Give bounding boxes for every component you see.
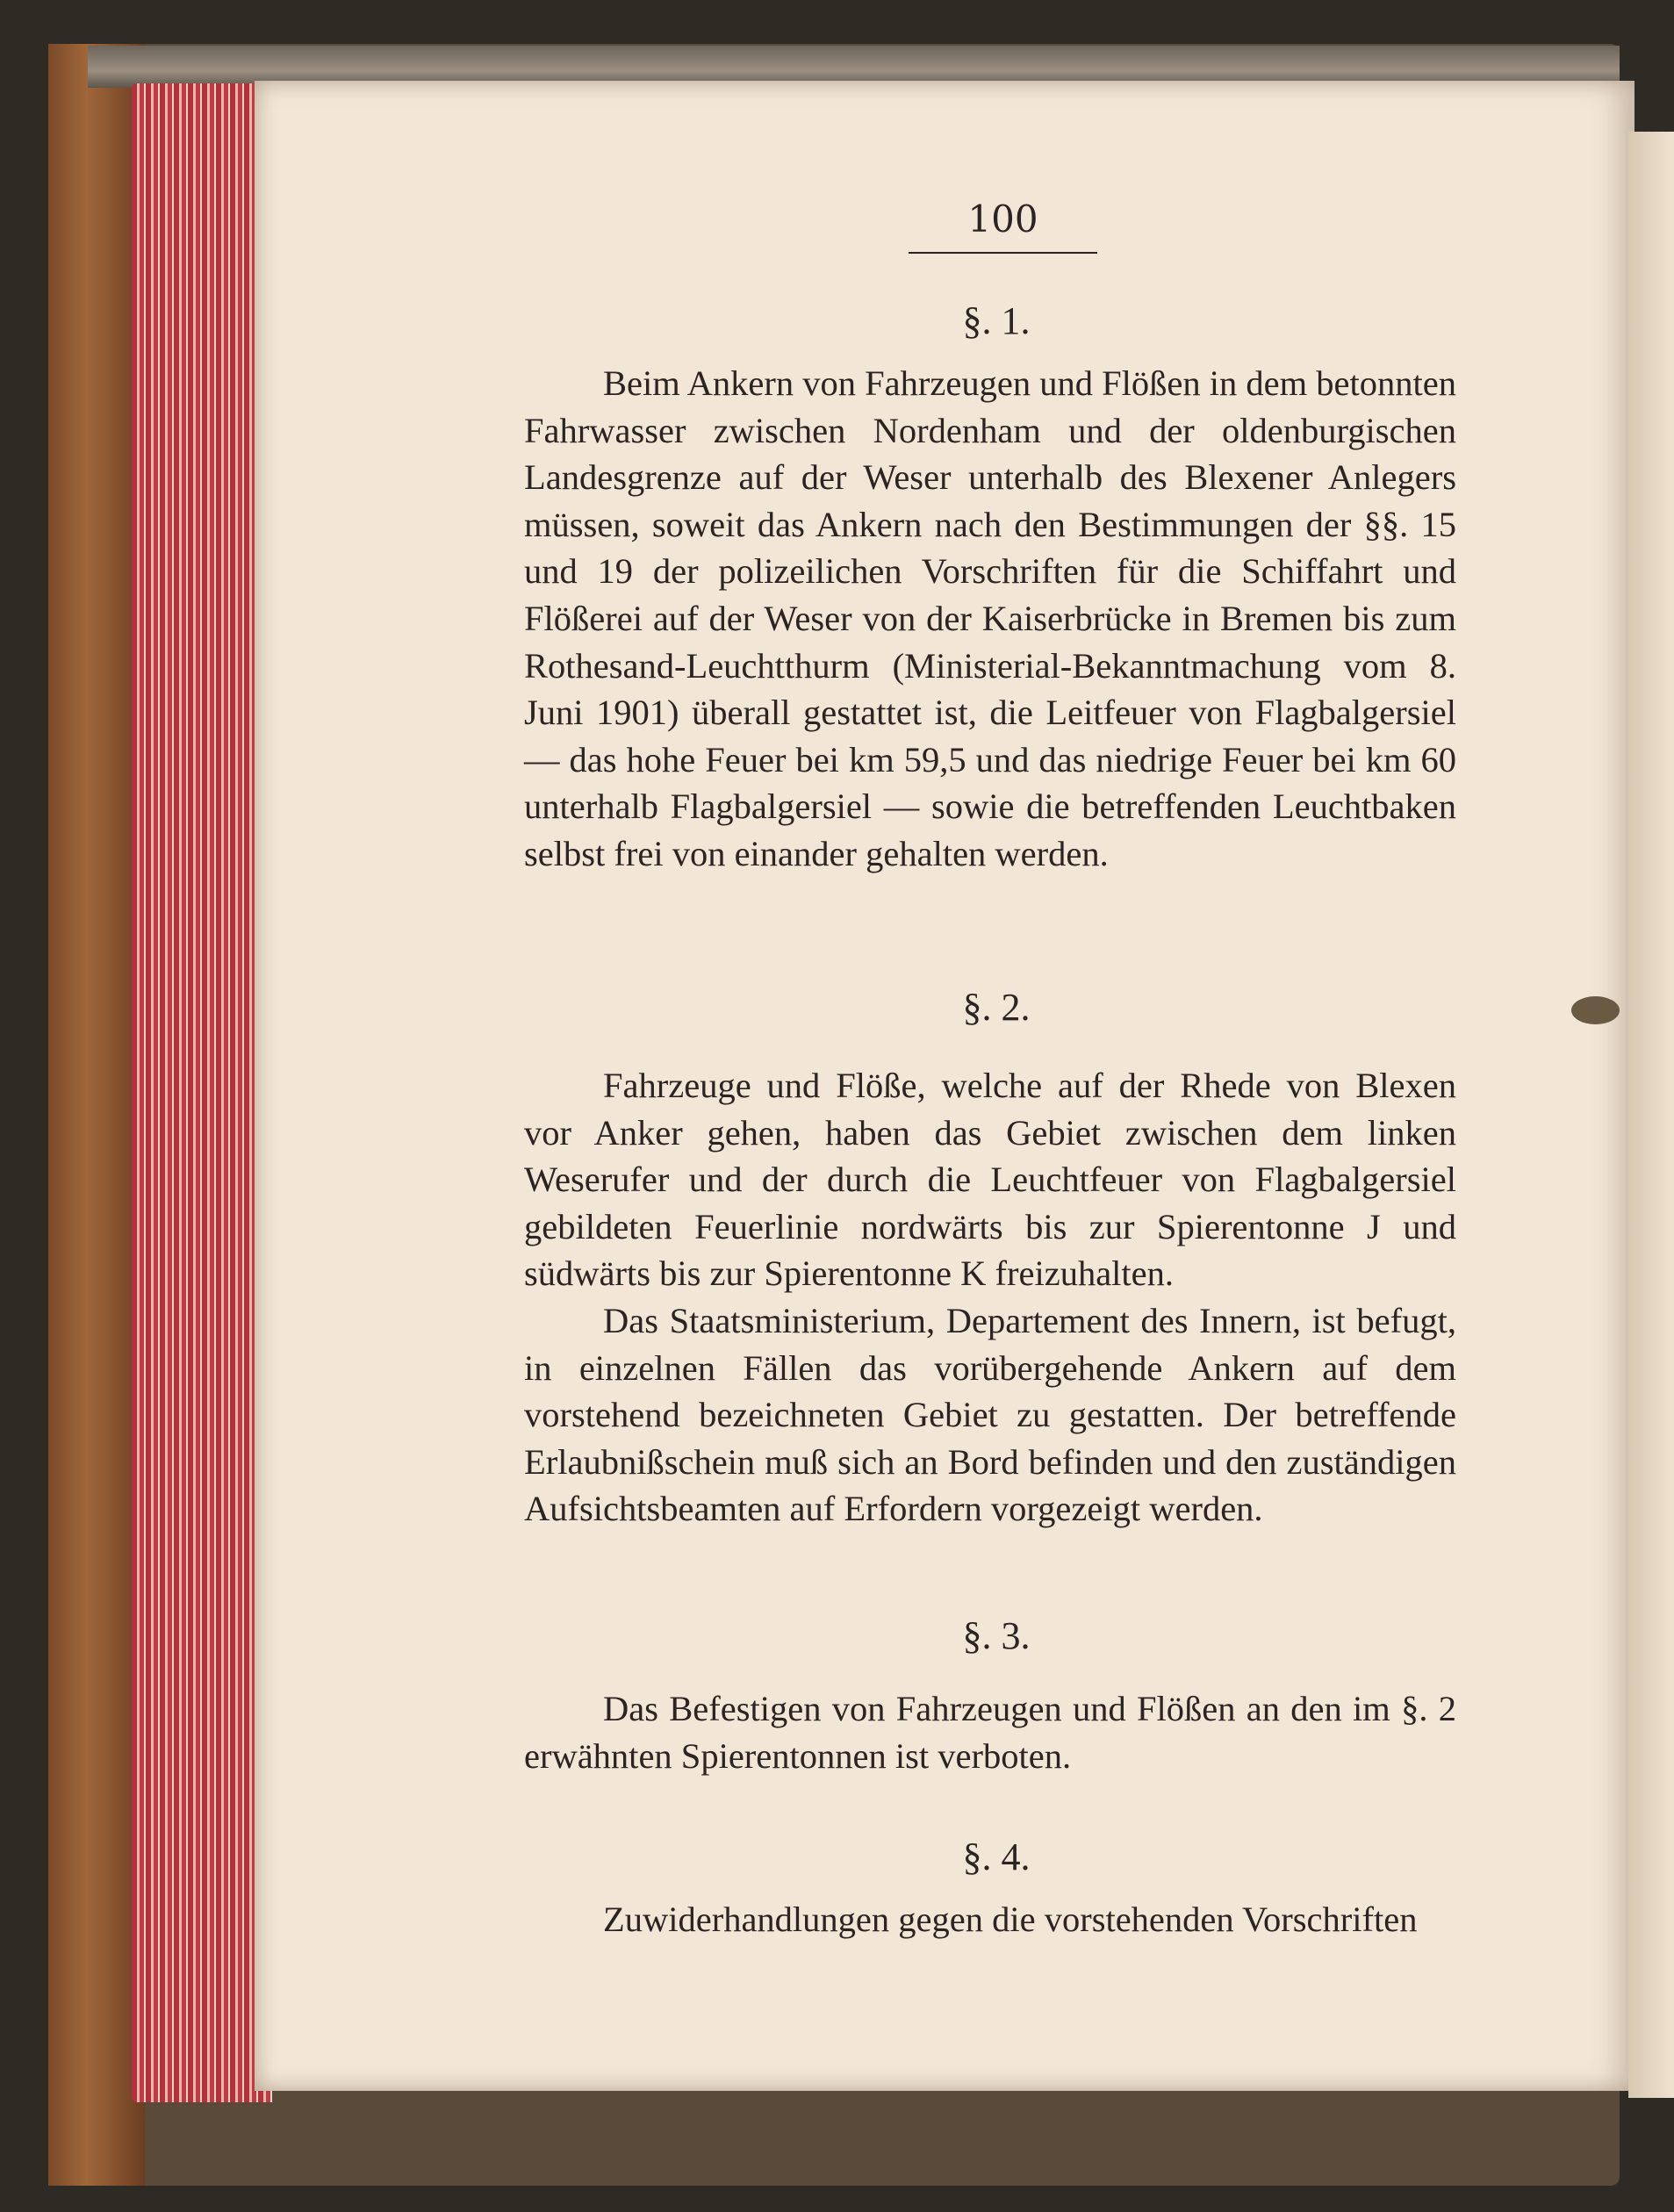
section-2-paragraph-1: Fahrzeuge und Flöße, welche auf der Rhede von Blexen vor Anker gehen, haben das Gebiet zwischen dem linken Weserufer und der durch die Leuchtfeuer von Flagbalgersiel gebildeten Feuerlinie nordwärts bis zur Spierentonne J und südwärts bis zur Spierentonne K freizuhalten. <box>524 1066 1456 1294</box>
metal-pin <box>1571 996 1620 1024</box>
section-1-heading: §. 1. <box>962 299 1031 342</box>
section-4-paragraph-1: Zuwiderhandlungen gegen die vorstehenden Vorschriften <box>603 1900 1418 1939</box>
leather-spine-edge <box>48 44 145 2186</box>
page-number: 100 <box>967 198 1038 241</box>
section-3-heading: §. 3. <box>962 1614 1031 1657</box>
adjacent-page-edge <box>1628 132 1674 2098</box>
page-number-rule <box>909 252 1097 254</box>
red-page-edges <box>132 83 272 2102</box>
section-2-heading: §. 2. <box>962 986 1031 1029</box>
section-2-paragraph-2: Das Staatsministerium, Departement des Innern, ist befugt, in einzelnen Fällen das vorübergehende Ankern auf dem vorstehend bezeichneten Gebiet zu gestatten. Der betreffende Erlaubnißschein muß sich an Bord befinden und den zuständigen Aufsichtsbeamten auf Erfordern vorgezeigt werden. <box>524 1301 1456 1529</box>
section-3-paragraph-1: Das Befestigen von Fahrzeugen und Flößen an den im §. 2 erwähnten Spierentonnen ist verboten. <box>524 1689 1456 1776</box>
section-4-heading: §. 4. <box>962 1835 1031 1878</box>
section-1-paragraph-1: Beim Ankern von Fahrzeugen und Flößen in dem betonnten Fahrwasser zwischen Nordenham und der oldenburgischen Landesgrenze auf der Weser unterhalb des Blexener Anlegers müssen, soweit das Ankern nach den Bestimmungen der §§. 15 und 19 der polizeilichen Vorschriften für die Schiffahrt und Flößerei auf der Weser von der Kaiserbrücke in Bremen bis zum Rothesand-Leuchtthurm (Ministerial-Bekanntmachung vom 8. Juni 1901) überall gestattet ist, die Leitfeuer von Flagbalgersiel — das hohe Feuer bei km 59,5 und das niedrige Feuer bei km 60 unterhalb Flagbalgersiel — sowie die betreffenden Leuchtbaken selbst frei von einander gehalten werden. <box>524 363 1456 873</box>
